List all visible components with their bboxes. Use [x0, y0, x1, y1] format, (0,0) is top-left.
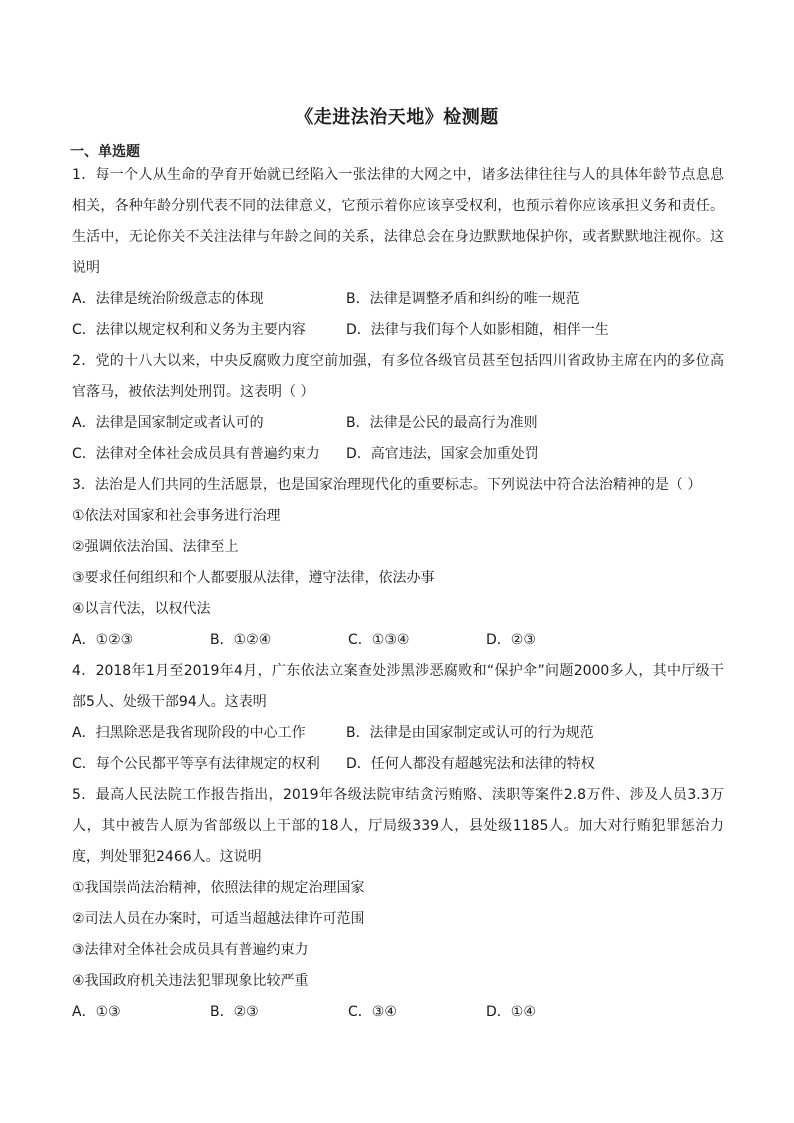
question-3-statement-2: ②强调依法治国、法律至上	[72, 539, 239, 555]
question-5-statement-4: ④我国政府机关违法犯罪现象比较严重	[72, 973, 309, 989]
question-5-statement-3: ③法律对全体社会成员具有普遍约束力	[72, 942, 309, 958]
question-4-options-row-2	[72, 749, 724, 780]
question-3-options	[72, 625, 724, 656]
question-2-stem: 2．党的十八大以来，中央反腐败力度空前加强，有多位各级官员甚至包括四川省政协主席在内的多位高官落马，被依法判处刑罚。这表明（ ）	[72, 353, 724, 400]
question-1-options-row-1	[72, 284, 724, 315]
question-4-stem: 4．2018年1月至2019年4月，广东依法立案查处涉黑涉恶腐败和“保护伞”问题2000多人，其中厅级干部5人、处级干部94人。这表明	[72, 663, 724, 710]
question-3-option-d[interactable]: D．②③	[486, 632, 536, 648]
question-1-options-row-2	[72, 315, 724, 346]
question-5-option-d[interactable]: D．①④	[486, 1004, 536, 1020]
question-5-stem: 5．最高人民法院工作报告指出，2019年各级法院审结贪污贿赂、渎职等案件2.8万件、涉及人员3.3万人，其中被告人原为省部级以上干部的18人，厅局级339人，县处级1185人。加大对行贿犯罪惩治力度，判处罪犯2466人。这说明	[72, 787, 724, 865]
question-3-option-c[interactable]: C．①③④	[348, 632, 410, 648]
question-3-statement-4: ④以言代法，以权代法	[72, 601, 211, 617]
question-5-statement-2: ②司法人员在办案时，可适当超越法律许可范围	[72, 911, 365, 927]
page-title: 《走进法治天地》检测题	[295, 107, 499, 128]
question-4-options-row-1	[72, 718, 724, 749]
question-2-option-a[interactable]: A．法律是国家制定或者认可的	[72, 415, 264, 431]
question-2-option-d[interactable]: D．高官违法，国家会加重处罚	[346, 446, 539, 462]
question-2-option-c[interactable]: C．法律对全体社会成员具有普遍约束力	[72, 446, 320, 462]
question-1-stem: 1．每一个人从生命的孕育开始就已经陷入一张法律的大网之中，诸多法律往往与人的具体年龄节点息息相关，各种年龄分别代表不同的法律意义，它预示着你应该享受权利，也预示着你应该承担义务和责任。生活中，无论你关不关注法律与年龄之间的关系，法律总会在身边默默地保护你，或者默默地注视你。这说明	[72, 167, 724, 276]
question-1-option-a[interactable]: A．法律是统治阶级意志的体现	[72, 291, 264, 307]
question-3-stem: 3．法治是人们共同的生活愿景，也是国家治理现代化的重要标志。下列说法中符合法治精神的是（ ）	[72, 477, 702, 493]
section-heading: 一、单选题	[70, 144, 140, 160]
question-5-option-c[interactable]: C．③④	[348, 1004, 397, 1020]
question-2-options-row-1	[72, 408, 724, 439]
question-4-option-a[interactable]: A．扫黑除恶是我省现阶段的中心工作	[72, 725, 306, 741]
question-3-statement-1: ①依法对国家和社会事务进行治理	[72, 508, 281, 524]
question-list	[72, 160, 724, 1028]
question-5-options	[72, 997, 724, 1028]
question-5-option-b[interactable]: B．②③	[210, 1004, 259, 1020]
question-1-option-c[interactable]: C．法律以规定权利和义务为主要内容	[72, 322, 306, 338]
question-4-option-d[interactable]: D．任何人都没有超越宪法和法律的特权	[346, 756, 595, 772]
question-1-option-d[interactable]: D．法律与我们每个人如影相随，相伴一生	[346, 322, 609, 338]
question-4-option-c[interactable]: C．每个公民都平等享有法律规定的权利	[72, 756, 320, 772]
question-3-option-a[interactable]: A．①②③	[72, 632, 134, 648]
question-1-option-b[interactable]: B．法律是调整矛盾和纠纷的唯一规范	[346, 291, 580, 307]
question-3-option-b[interactable]: B．①②④	[210, 632, 272, 648]
question-5-statement-1: ①我国崇尚法治精神，依照法律的规定治理国家	[72, 880, 365, 896]
question-2-option-b[interactable]: B．法律是公民的最高行为准则	[346, 415, 538, 431]
question-3-statement-3: ③要求任何组织和个人都要服从法律，遵守法律，依法办事	[72, 570, 435, 586]
question-5-option-a[interactable]: A．①③	[72, 1004, 121, 1020]
question-4-option-b[interactable]: B．法律是由国家制定或认可的行为规范	[346, 725, 594, 741]
question-2-options-row-2	[72, 439, 724, 470]
